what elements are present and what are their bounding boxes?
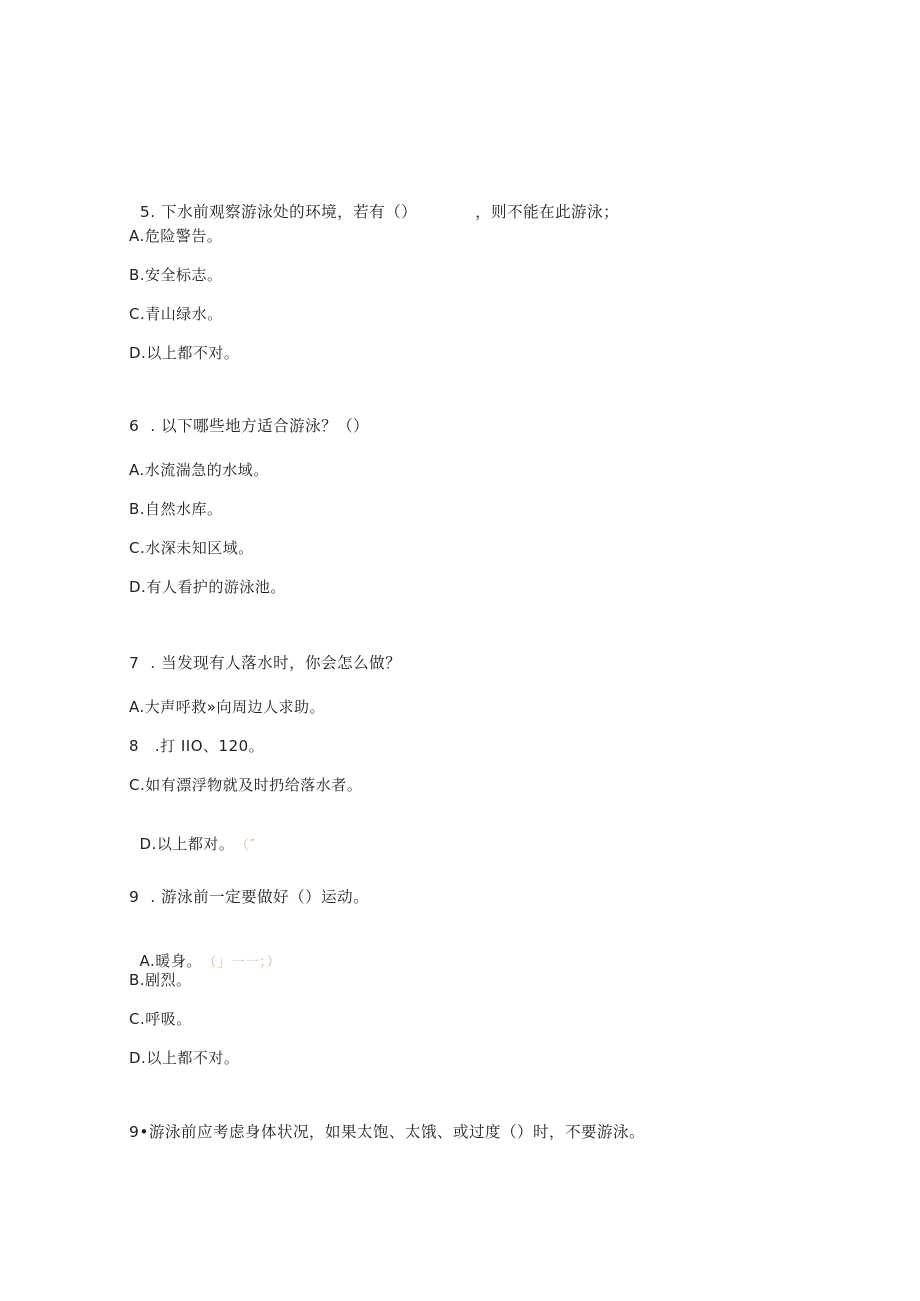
question-5-option-d: D.以上都不对。 xyxy=(129,344,240,362)
question-7-title: 7 . 当发现有人落水时，你会怎么做？ xyxy=(129,654,402,672)
question-9-option-b: B.剧烈。 xyxy=(129,971,192,989)
question-6-option-b: B.自然水库。 xyxy=(129,500,223,518)
question-6-option-c: C.水深未知区域。 xyxy=(129,539,254,557)
question-9-option-d: D.以上都不对。 xyxy=(129,1049,240,1067)
question-5-option-a: A.危险警告。 xyxy=(129,227,223,245)
question-7-option-a: A.大声呼救»向周边人求助。 xyxy=(129,698,325,716)
faint-mark: （」一一；） xyxy=(209,955,281,970)
question-6-title: 6 . 以下哪些地方适合游泳？（） xyxy=(129,417,370,435)
question-6-option-d: D.有人看护的游泳池。 xyxy=(129,578,286,596)
question-7-option-b: 8 .打 IIO、120。 xyxy=(129,737,265,755)
question-5-title xyxy=(129,182,619,222)
question-9b-title: 9•游泳前应考虑身体状况，如果太饱、太饿、或过度（）时，不要游泳。 xyxy=(129,1123,646,1141)
question-7-option-d-text: D.以上都对。 xyxy=(139,835,235,853)
question-5-title-part-b: ，则不能在此游泳； xyxy=(475,203,620,221)
question-6-option-a: A.水流湍急的水域。 xyxy=(129,461,269,479)
question-9-option-c: C.呼吸。 xyxy=(129,1010,192,1028)
question-5-option-b: B.安全标志。 xyxy=(129,266,223,284)
question-7-option-d xyxy=(129,814,256,856)
question-9-option-a-text: A.暖身。 xyxy=(139,952,202,970)
faint-mark: （″ xyxy=(242,838,256,853)
question-7-option-c: C.如有漂浮物就及时扔给落水者。 xyxy=(129,776,363,794)
question-5-option-c: C.青山绿水。 xyxy=(129,305,223,323)
question-5-title-part-a: 5. 下水前观察游泳处的环境，若有（） xyxy=(139,203,418,221)
question-9-option-a xyxy=(129,931,281,973)
question-9-title: 9 . 游泳前一定要做好（）运动。 xyxy=(129,888,370,906)
